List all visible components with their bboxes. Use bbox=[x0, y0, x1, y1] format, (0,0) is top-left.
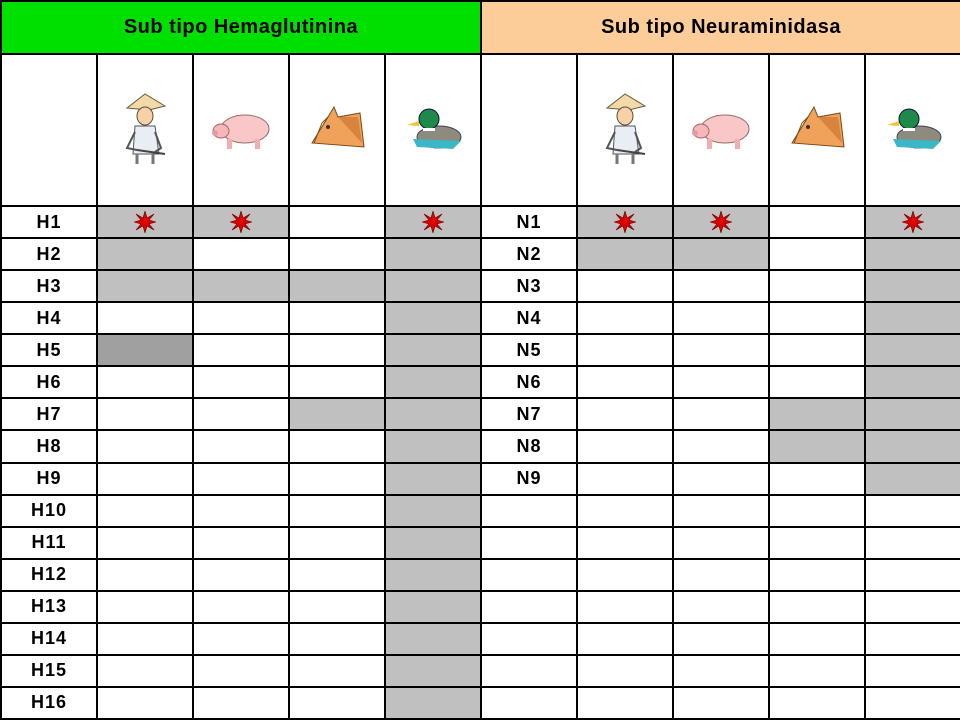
table-row bbox=[1, 302, 960, 334]
hemagglutinin-subtype-label: H16 bbox=[1, 687, 97, 719]
na-host-cell-horse-icon bbox=[769, 463, 865, 495]
pig-icon bbox=[211, 105, 271, 156]
neuraminidase-subtype-label: N1 bbox=[481, 206, 577, 238]
ha-host-cell-duck-icon bbox=[385, 206, 481, 238]
na-host-cell-pig-icon bbox=[673, 398, 769, 430]
table-row bbox=[1, 334, 960, 366]
ha-host-cell-human-icon bbox=[97, 398, 193, 430]
na-host-cell-human-icon bbox=[577, 623, 673, 655]
red-star-marker-icon bbox=[230, 214, 252, 231]
ha-host-cell-pig-icon bbox=[193, 206, 289, 238]
na-host-cell-human-icon bbox=[577, 270, 673, 302]
ha-host-cell-duck-icon bbox=[385, 559, 481, 591]
ha-host-cell-pig-icon bbox=[193, 398, 289, 430]
neuraminidase-subtype-label bbox=[481, 623, 577, 655]
na-host-cell-human-icon bbox=[577, 206, 673, 238]
ha-host-cell-horse-icon bbox=[289, 527, 385, 559]
ha-host-cell-horse-icon bbox=[289, 559, 385, 591]
na-host-cell-duck-icon bbox=[865, 655, 960, 687]
ha-host-cell-pig-icon bbox=[193, 463, 289, 495]
na-host-cell-human-icon bbox=[577, 655, 673, 687]
ha-host-cell-pig-icon bbox=[193, 623, 289, 655]
na-host-cell-horse-icon bbox=[769, 334, 865, 366]
na-host-cell-pig-icon bbox=[673, 238, 769, 270]
na-host-cell-pig-icon bbox=[673, 559, 769, 591]
na-host-cell-human-icon bbox=[577, 302, 673, 334]
hemagglutinin-subtype-label: H3 bbox=[1, 270, 97, 302]
ha-host-cell-duck-icon bbox=[385, 463, 481, 495]
red-star-marker-icon bbox=[710, 214, 732, 231]
na-host-cell-human-icon bbox=[577, 591, 673, 623]
table-row bbox=[1, 687, 960, 719]
pig-icon bbox=[691, 105, 751, 156]
ha-host-cell-duck-icon bbox=[385, 270, 481, 302]
ha-host-cell-duck-icon bbox=[385, 334, 481, 366]
host-cell bbox=[289, 54, 385, 206]
ha-host-cell-horse-icon bbox=[289, 655, 385, 687]
ha-host-cell-duck-icon bbox=[385, 655, 481, 687]
na-host-cell-horse-icon bbox=[769, 655, 865, 687]
neuraminidase-subtype-label: N2 bbox=[481, 238, 577, 270]
hemagglutinin-subtype-label: H5 bbox=[1, 334, 97, 366]
na-host-cell-duck-icon bbox=[865, 623, 960, 655]
ha-host-cell-duck-icon bbox=[385, 302, 481, 334]
neuraminidase-subtype-label bbox=[481, 655, 577, 687]
neuraminidase-header: Sub tipo Neuraminidasa bbox=[481, 1, 960, 54]
host-images-row bbox=[1, 54, 960, 206]
na-host-cell-human-icon bbox=[577, 463, 673, 495]
table-row bbox=[1, 655, 960, 687]
na-host-cell-horse-icon bbox=[769, 591, 865, 623]
ha-host-cell-pig-icon bbox=[193, 366, 289, 398]
na-host-cell-pig-icon bbox=[673, 302, 769, 334]
ha-host-cell-pig-icon bbox=[193, 591, 289, 623]
na-host-cell-horse-icon bbox=[769, 559, 865, 591]
neuraminidase-subtype-label bbox=[481, 687, 577, 719]
neuraminidase-subtype-label bbox=[481, 527, 577, 559]
table-row bbox=[1, 527, 960, 559]
na-host-cell-pig-icon bbox=[673, 430, 769, 462]
ha-host-cell-horse-icon bbox=[289, 398, 385, 430]
ha-host-cell-pig-icon bbox=[193, 270, 289, 302]
na-host-cell-human-icon bbox=[577, 687, 673, 719]
na-host-cell-duck-icon bbox=[865, 302, 960, 334]
hemagglutinin-header: Sub tipo Hemaglutinina bbox=[1, 1, 481, 54]
ha-host-cell-duck-icon bbox=[385, 430, 481, 462]
ha-host-cell-horse-icon bbox=[289, 591, 385, 623]
na-host-cell-duck-icon bbox=[865, 559, 960, 591]
empty-corner-cell-n bbox=[481, 54, 577, 206]
neuraminidase-subtype-label: N3 bbox=[481, 270, 577, 302]
na-host-cell-horse-icon bbox=[769, 527, 865, 559]
na-host-cell-pig-icon bbox=[673, 623, 769, 655]
ha-host-cell-pig-icon bbox=[193, 687, 289, 719]
na-host-cell-pig-icon bbox=[673, 591, 769, 623]
ha-host-cell-human-icon bbox=[97, 655, 193, 687]
ha-host-cell-human-icon bbox=[97, 238, 193, 270]
na-host-cell-pig-icon bbox=[673, 366, 769, 398]
ha-host-cell-horse-icon bbox=[289, 687, 385, 719]
na-host-cell-duck-icon bbox=[865, 591, 960, 623]
ha-host-cell-horse-icon bbox=[289, 495, 385, 527]
ha-host-cell-duck-icon bbox=[385, 366, 481, 398]
na-host-cell-horse-icon bbox=[769, 270, 865, 302]
header-row bbox=[1, 1, 960, 54]
table-row bbox=[1, 495, 960, 527]
na-host-cell-pig-icon bbox=[673, 495, 769, 527]
hemagglutinin-subtype-label: H11 bbox=[1, 527, 97, 559]
red-star-marker-icon bbox=[134, 214, 156, 231]
empty-corner-cell-h bbox=[1, 54, 97, 206]
ha-host-cell-horse-icon bbox=[289, 366, 385, 398]
duck-icon bbox=[403, 103, 463, 158]
red-star-marker-icon bbox=[902, 214, 924, 231]
table-row bbox=[1, 366, 960, 398]
ha-host-cell-horse-icon bbox=[289, 238, 385, 270]
ha-host-cell-duck-icon bbox=[385, 495, 481, 527]
neuraminidase-subtype-label: N9 bbox=[481, 463, 577, 495]
na-host-cell-horse-icon bbox=[769, 302, 865, 334]
ha-host-cell-duck-icon bbox=[385, 687, 481, 719]
host-cell bbox=[865, 54, 960, 206]
ha-host-cell-pig-icon bbox=[193, 527, 289, 559]
human-icon bbox=[599, 92, 651, 169]
red-star-marker-icon bbox=[614, 214, 636, 231]
table-row bbox=[1, 206, 960, 238]
na-host-cell-duck-icon bbox=[865, 270, 960, 302]
na-host-cell-horse-icon bbox=[769, 623, 865, 655]
hemagglutinin-subtype-label: H1 bbox=[1, 206, 97, 238]
ha-host-cell-human-icon bbox=[97, 430, 193, 462]
na-host-cell-human-icon bbox=[577, 398, 673, 430]
na-host-cell-pig-icon bbox=[673, 687, 769, 719]
na-host-cell-pig-icon bbox=[673, 527, 769, 559]
na-host-cell-duck-icon bbox=[865, 366, 960, 398]
na-host-cell-duck-icon bbox=[865, 206, 960, 238]
red-star-marker-icon bbox=[422, 214, 444, 231]
table-row bbox=[1, 463, 960, 495]
na-host-cell-horse-icon bbox=[769, 495, 865, 527]
neuraminidase-subtype-label: N8 bbox=[481, 430, 577, 462]
ha-host-cell-human-icon bbox=[97, 623, 193, 655]
ha-host-cell-human-icon bbox=[97, 206, 193, 238]
ha-host-cell-pig-icon bbox=[193, 655, 289, 687]
ha-host-cell-human-icon bbox=[97, 302, 193, 334]
hemagglutinin-subtype-label: H4 bbox=[1, 302, 97, 334]
ha-host-cell-human-icon bbox=[97, 463, 193, 495]
ha-host-cell-human-icon bbox=[97, 687, 193, 719]
host-cell bbox=[385, 54, 481, 206]
host-cell bbox=[577, 54, 673, 206]
ha-host-cell-duck-icon bbox=[385, 623, 481, 655]
neuraminidase-subtype-label bbox=[481, 559, 577, 591]
neuraminidase-subtype-label: N5 bbox=[481, 334, 577, 366]
neuraminidase-subtype-label: N6 bbox=[481, 366, 577, 398]
na-host-cell-duck-icon bbox=[865, 334, 960, 366]
human-icon bbox=[119, 92, 171, 169]
ha-host-cell-human-icon bbox=[97, 334, 193, 366]
host-cell bbox=[193, 54, 289, 206]
na-host-cell-duck-icon bbox=[865, 430, 960, 462]
ha-host-cell-human-icon bbox=[97, 366, 193, 398]
ha-host-cell-human-icon bbox=[97, 527, 193, 559]
neuraminidase-subtype-label bbox=[481, 495, 577, 527]
na-host-cell-human-icon bbox=[577, 334, 673, 366]
host-cell bbox=[673, 54, 769, 206]
ha-host-cell-human-icon bbox=[97, 495, 193, 527]
ha-host-cell-human-icon bbox=[97, 559, 193, 591]
na-host-cell-pig-icon bbox=[673, 463, 769, 495]
duck-icon bbox=[883, 103, 943, 158]
neuraminidase-subtype-label: N7 bbox=[481, 398, 577, 430]
na-host-cell-pig-icon bbox=[673, 334, 769, 366]
table-row bbox=[1, 398, 960, 430]
na-host-cell-pig-icon bbox=[673, 655, 769, 687]
ha-host-cell-horse-icon bbox=[289, 302, 385, 334]
hemagglutinin-subtype-label: H8 bbox=[1, 430, 97, 462]
na-host-cell-pig-icon bbox=[673, 206, 769, 238]
na-host-cell-duck-icon bbox=[865, 495, 960, 527]
ha-host-cell-horse-icon bbox=[289, 334, 385, 366]
host-cell bbox=[97, 54, 193, 206]
neuraminidase-subtype-label bbox=[481, 591, 577, 623]
hemagglutinin-subtype-label: H2 bbox=[1, 238, 97, 270]
na-host-cell-duck-icon bbox=[865, 238, 960, 270]
table-row bbox=[1, 238, 960, 270]
ha-host-cell-horse-icon bbox=[289, 430, 385, 462]
na-host-cell-horse-icon bbox=[769, 398, 865, 430]
table-row bbox=[1, 270, 960, 302]
ha-host-cell-horse-icon bbox=[289, 623, 385, 655]
ha-host-cell-pig-icon bbox=[193, 302, 289, 334]
hemagglutinin-subtype-label: H7 bbox=[1, 398, 97, 430]
na-host-cell-horse-icon bbox=[769, 206, 865, 238]
na-host-cell-horse-icon bbox=[769, 430, 865, 462]
na-host-cell-duck-icon bbox=[865, 527, 960, 559]
hemagglutinin-subtype-label: H9 bbox=[1, 463, 97, 495]
hemagglutinin-subtype-label: H12 bbox=[1, 559, 97, 591]
na-host-cell-horse-icon bbox=[769, 238, 865, 270]
na-host-cell-horse-icon bbox=[769, 687, 865, 719]
ha-host-cell-pig-icon bbox=[193, 238, 289, 270]
ha-host-cell-human-icon bbox=[97, 591, 193, 623]
hemagglutinin-subtype-label: H14 bbox=[1, 623, 97, 655]
ha-host-cell-pig-icon bbox=[193, 495, 289, 527]
ha-host-cell-horse-icon bbox=[289, 463, 385, 495]
na-host-cell-human-icon bbox=[577, 430, 673, 462]
ha-host-cell-duck-icon bbox=[385, 398, 481, 430]
na-host-cell-human-icon bbox=[577, 238, 673, 270]
ha-host-cell-pig-icon bbox=[193, 334, 289, 366]
ha-host-cell-duck-icon bbox=[385, 238, 481, 270]
ha-host-cell-horse-icon bbox=[289, 270, 385, 302]
na-host-cell-human-icon bbox=[577, 366, 673, 398]
hemagglutinin-subtype-label: H10 bbox=[1, 495, 97, 527]
ha-host-cell-duck-icon bbox=[385, 527, 481, 559]
hemagglutinin-subtype-label: H13 bbox=[1, 591, 97, 623]
ha-host-cell-human-icon bbox=[97, 270, 193, 302]
na-host-cell-pig-icon bbox=[673, 270, 769, 302]
ha-host-cell-duck-icon bbox=[385, 591, 481, 623]
neuraminidase-subtype-label: N4 bbox=[481, 302, 577, 334]
ha-host-cell-pig-icon bbox=[193, 559, 289, 591]
host-cell bbox=[769, 54, 865, 206]
na-host-cell-human-icon bbox=[577, 559, 673, 591]
hemagglutinin-subtype-label: H6 bbox=[1, 366, 97, 398]
na-host-cell-human-icon bbox=[577, 495, 673, 527]
ha-host-cell-pig-icon bbox=[193, 430, 289, 462]
na-host-cell-duck-icon bbox=[865, 398, 960, 430]
na-host-cell-duck-icon bbox=[865, 463, 960, 495]
na-host-cell-duck-icon bbox=[865, 687, 960, 719]
na-host-cell-horse-icon bbox=[769, 366, 865, 398]
horse-icon bbox=[308, 103, 366, 158]
table-row bbox=[1, 591, 960, 623]
table-row bbox=[1, 430, 960, 462]
na-host-cell-human-icon bbox=[577, 527, 673, 559]
ha-host-cell-horse-icon bbox=[289, 206, 385, 238]
table-row bbox=[1, 623, 960, 655]
horse-icon bbox=[788, 103, 846, 158]
hemagglutinin-subtype-label: H15 bbox=[1, 655, 97, 687]
table-row bbox=[1, 559, 960, 591]
